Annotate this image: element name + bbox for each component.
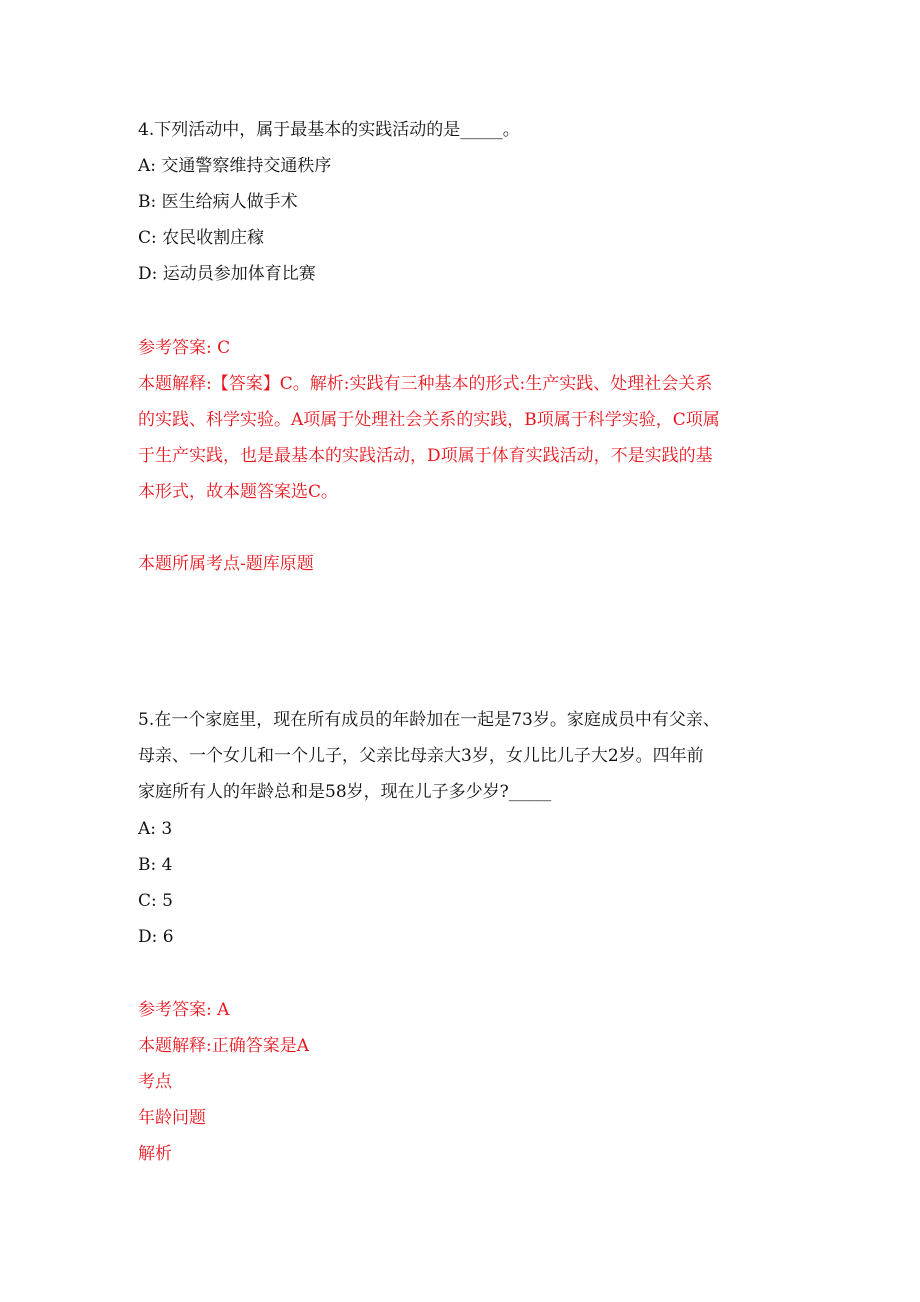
q5-answer: 参考答案: A [138, 1000, 230, 1020]
q5-question-line-3: 家庭所有人的年龄总和是58岁，现在儿子多少岁?_____ [138, 782, 552, 802]
q5-option-a: A: 3 [138, 819, 173, 839]
q5-option-d: D: 6 [138, 927, 174, 947]
q4-explanation-line-2: 的实践、科学实验。A项属于处理社会关系的实践，B项属于科学实验，C项属 [138, 410, 720, 430]
q4-source: 本题所属考点-题库原题 [138, 554, 314, 574]
q4-explanation-line-3: 于生产实践，也是最基本的实践活动，D项属于体育实践活动，不是实践的基 [138, 446, 713, 466]
q4-option-a: A: 交通警察维持交通秩序 [138, 156, 332, 176]
q4-explanation-line-1: 本题解释:【答案】C。解析:实践有三种基本的形式:生产实践、处理社会关系 [138, 374, 713, 394]
q5-topic-label: 考点 [138, 1072, 172, 1092]
q5-analysis-label: 解析 [138, 1144, 172, 1164]
q5-explanation: 本题解释:正确答案是A [138, 1036, 310, 1056]
q4-option-b: B: 医生给病人做手术 [138, 192, 298, 212]
q5-option-b: B: 4 [138, 855, 173, 875]
q4-explanation-line-4: 本形式，故本题答案选C。 [138, 482, 339, 502]
q5-topic-name: 年龄问题 [138, 1108, 206, 1128]
q5-option-c: C: 5 [138, 891, 173, 911]
q4-option-c: C: 农民收割庄稼 [138, 228, 265, 248]
q4-question: 4.下列活动中，属于最基本的实践活动的是_____。 [138, 120, 520, 140]
q4-answer: 参考答案: C [138, 338, 231, 358]
q5-question-line-2: 母亲、一个女儿和一个儿子，父亲比母亲大3岁，女儿比儿子大2岁。四年前 [138, 746, 704, 766]
q4-option-d: D: 运动员参加体育比赛 [138, 264, 316, 284]
q5-question-line-1: 5.在一个家庭里，现在所有成员的年龄加在一起是73岁。家庭成员中有父亲、 [138, 710, 720, 730]
